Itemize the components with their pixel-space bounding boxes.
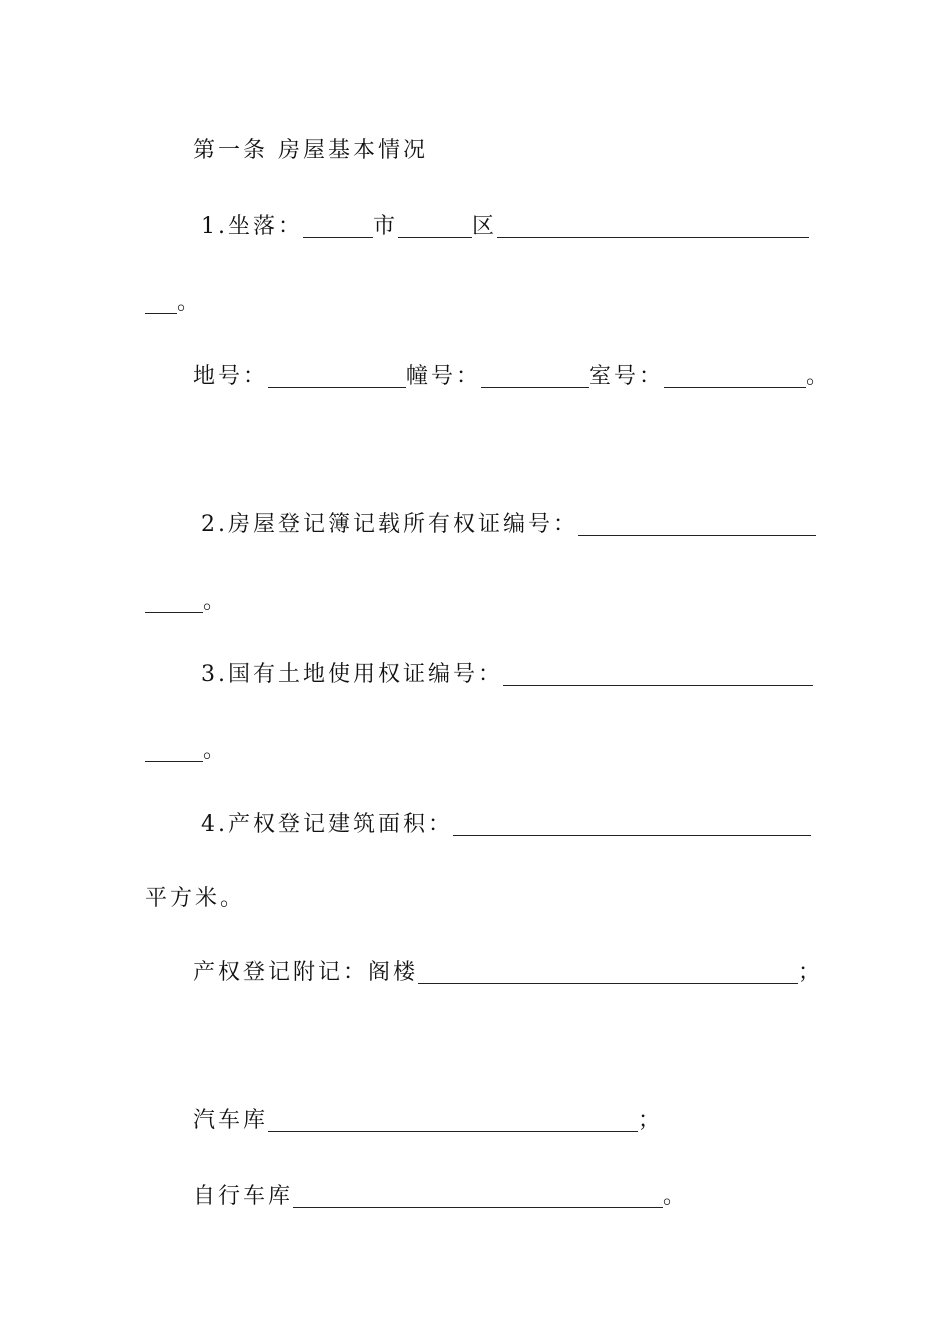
floor-area-label: 4.产权登记建筑面积： [201, 812, 453, 837]
annex-label: 产权登记附记：阁楼 [193, 960, 419, 985]
address-blank[interactable] [497, 215, 809, 238]
bike-garage-blank[interactable] [293, 1185, 663, 1208]
ownership-cert-label: 2.房屋登记簿记载所有权证编号： [201, 512, 578, 537]
city-label: 市 [373, 214, 399, 239]
room-label: 室号： [589, 364, 665, 389]
building-label: 幢号： [406, 364, 482, 389]
section-heading [193, 136, 428, 166]
building-blank[interactable] [481, 365, 589, 388]
period: 。 [663, 1184, 689, 1209]
lot-label: 地号： [193, 364, 269, 389]
item-2-continuation [145, 587, 228, 617]
land-cert-blank[interactable] [503, 663, 813, 686]
lot-line [193, 362, 831, 392]
address-blank-cont[interactable] [145, 291, 177, 314]
period: 。 [203, 589, 229, 614]
item-1-location [201, 212, 809, 242]
period: 。 [177, 290, 203, 315]
period: 。 [203, 738, 229, 763]
item-4-floor-area [201, 810, 811, 840]
unit-label: 平方米。 [145, 886, 246, 911]
item-2-ownership-cert [201, 510, 816, 540]
garage-blank[interactable] [268, 1109, 638, 1132]
floor-area-blank[interactable] [453, 813, 811, 836]
semicolon: ； [798, 960, 824, 985]
bike-garage-label: 自行车库 [193, 1184, 294, 1209]
lot-blank[interactable] [268, 365, 406, 388]
item-1-continuation [145, 288, 202, 318]
ownership-cert-blank[interactable] [578, 513, 816, 536]
garage-line [193, 1106, 663, 1136]
district-blank[interactable] [398, 215, 472, 238]
room-blank[interactable] [664, 365, 806, 388]
garage-label: 汽车库 [193, 1108, 269, 1133]
land-cert-blank-cont[interactable] [145, 739, 203, 762]
item-3-continuation [145, 736, 228, 766]
ownership-cert-blank-cont[interactable] [145, 590, 203, 613]
land-cert-label: 3.国有土地使用权证编号： [201, 662, 503, 687]
semicolon: ； [638, 1108, 664, 1133]
item-3-land-cert [201, 660, 813, 690]
heading-text: 第一条 房屋基本情况 [193, 138, 428, 163]
location-label: 1.坐落： [201, 214, 303, 239]
district-label: 区 [472, 214, 498, 239]
bike-garage-line [193, 1182, 688, 1212]
attic-blank[interactable] [418, 961, 798, 984]
item-4-unit-line [145, 884, 245, 914]
city-blank[interactable] [303, 215, 373, 238]
annex-attic-line [193, 958, 823, 988]
period: 。 [806, 364, 832, 389]
